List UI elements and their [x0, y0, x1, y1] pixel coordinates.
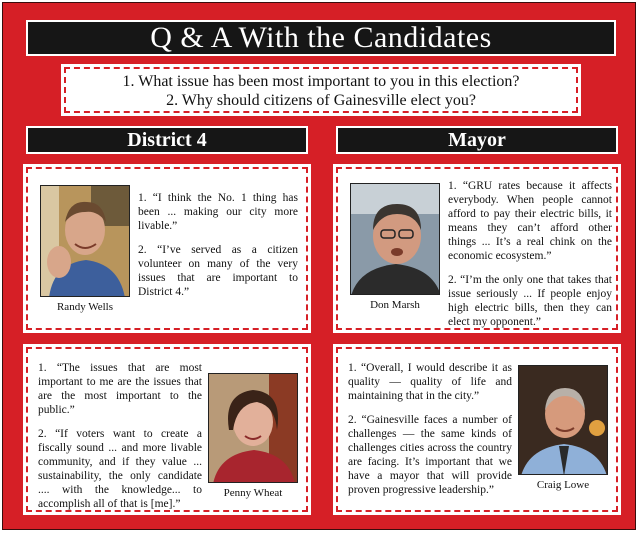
candidate-card-craig-lowe [336, 347, 618, 512]
candidate-photo [40, 185, 130, 297]
candidate-name: Randy Wells [56, 301, 114, 313]
answer-2: 2. “Gainesville faces a number of challenges — the same kinds of challenges cities across the country are facing. It’s important that we have a mayor that will provide proven progressive leadership.” [348, 414, 512, 496]
candidate-name: Don Marsh [370, 299, 420, 311]
candidate-photo [350, 183, 440, 295]
answer-1: 1. “GRU rates because it affects everybody. When people cannot afford to pay their electric bills, it means they can’t afford other things ... It’s a real chink on the economic ecosystem.” [448, 180, 612, 262]
candidate-photo [518, 365, 608, 475]
candidate-card-randy-wells [26, 167, 308, 330]
answer-2: 2. “If voters want to create a fiscally sound ... and more livable community, and if they value ... sustainability, the only candidate .... with the knowledge... to accomplish all of that is [me].” [38, 428, 202, 510]
answer-1: 1. “The issues that are most important to me are the issues that are the most important to the public.” [38, 362, 202, 416]
question-1: 1. What issue has been most important to you in this election? [122, 73, 520, 90]
candidate-answers [138, 191, 298, 309]
candidate-name: Penny Wheat [223, 487, 283, 499]
candidate-photo [208, 373, 298, 483]
answer-2: 2. “I’m the only one that takes that issue seriously ... If people enjoy high electric bills, then they can elect my opponent.” [448, 274, 612, 328]
candidate-answers [348, 361, 512, 507]
answer-2: 2. “I’ve served as a citizen volunteer on many of the very issues that are important to District 4.” [138, 244, 298, 298]
candidate-answers [448, 179, 612, 339]
section-heading-district-4: District 4 [26, 126, 308, 154]
questions-box [64, 67, 578, 113]
candidate-card-penny-wheat [26, 347, 308, 512]
page-title: Q & A With the Candidates [26, 20, 616, 56]
candidate-answers [38, 361, 202, 521]
answer-1: 1. “Overall, I would describe it as quality — quality of life and maintaining that in the city.” [348, 362, 512, 402]
candidate-card-don-marsh [336, 167, 618, 330]
question-2: 2. Why should citizens of Gainesville elect you? [166, 92, 476, 109]
section-heading-mayor: Mayor [336, 126, 618, 154]
candidate-name: Craig Lowe [536, 479, 590, 491]
answer-1: 1. “I think the No. 1 thing has been ... making our city more livable.” [138, 192, 298, 232]
